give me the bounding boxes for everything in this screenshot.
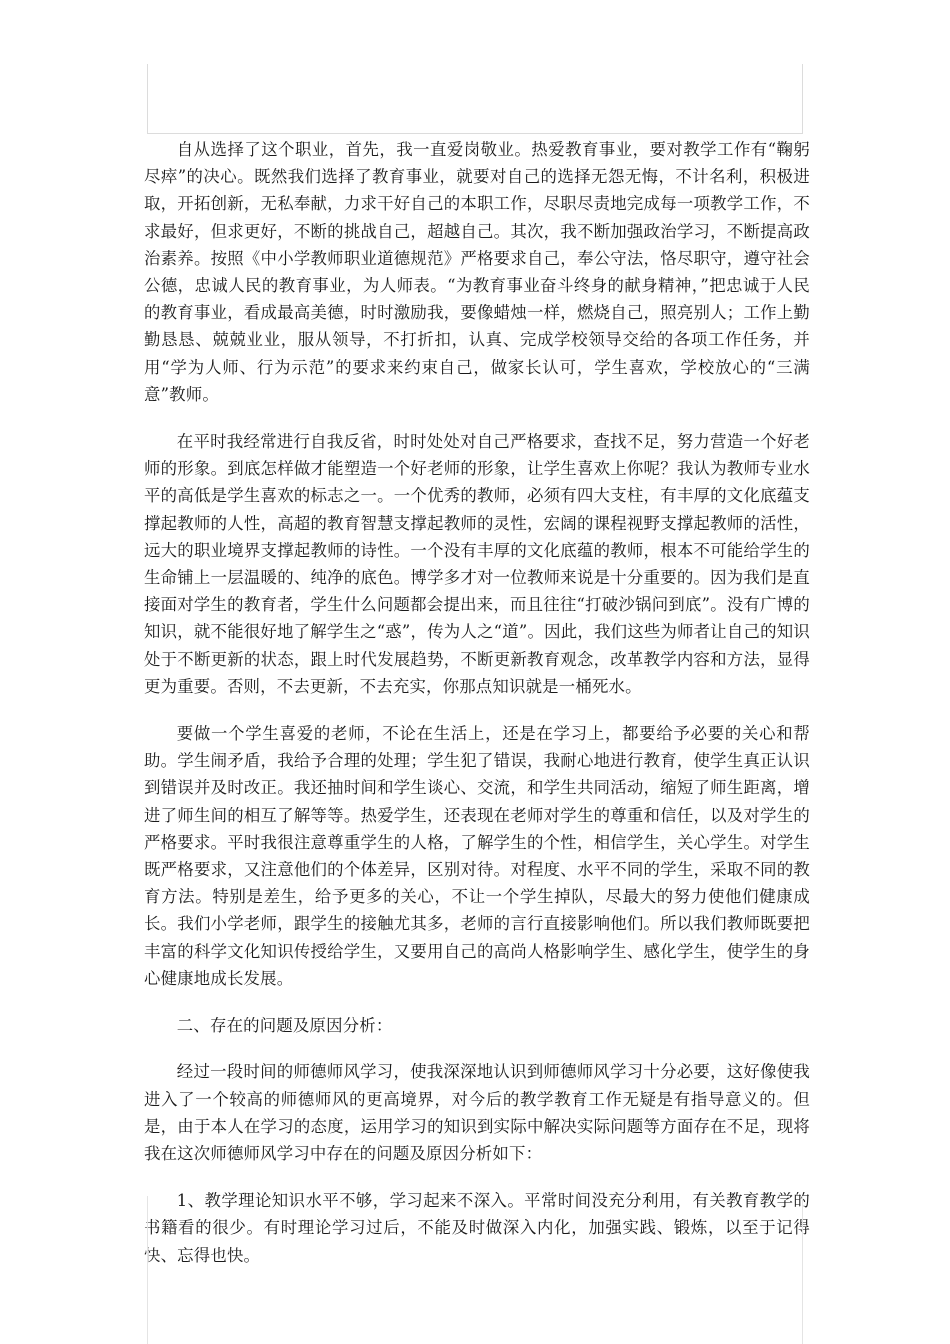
footer-frame <box>147 1196 803 1344</box>
paragraph-caring-students: 要做一个学生喜爱的老师，不论在生活上，还是在学习上，都要给予必要的关心和帮助。学生闹矛盾，我给予合理的处理；学生犯了错误，我耐心地进行教育，使学生真正认识到错误并及时改正。我还抽时间和学生谈心、交流，和学生共同活动，缩短了师生距离，增进了师生间的相互了解等等。热爱学生，还表现在老师对学生的尊重和信任，以及对学生的严格要求。平时我很注意尊重学生的人格，了解学生的个性，相信学生，关心学生。对学生既严格要求，又注意他们的个体差异，区别对待。对程度、水平不同的学生，采取不同的教育方法。特别是差生，给予更多的关心，不让一个学生掉队，尽最大的努力使他们健康成长。我们小学老师，跟学生的接触尤其多，老师的言行直接影响他们。所以我们教师既要把丰富的科学文化知识传授给学生，又要用自己的高尚人格影响学生、感化学生，使学生的身心健康地成长发展。 <box>144 724 810 988</box>
document-body <box>144 136 810 1289</box>
paragraph-dedication: 自从选择了这个职业，首先，我一直爱岗敬业。热爱教育事业，要对教学工作有“鞠躬尽瘁”的决心。既然我们选择了教育事业，就要对自己的选择无怨无悔，不计名利，积极进取，开拓创新，无私奉献，力求干好自己的本职工作，尽职尽责地完成每一项教学工作，不求最好，但求更好，不断的挑战自己，超越自己。其次，我不断加强政治学习，不断提高政治素养。按照《中小学教师职业道德规范》严格要求自己，奉公守法，恪尽职守，遵守社会公德，忠诚人民的教育事业，为人师表。“为教育事业奋斗终身的献身精神，”把忠诚于人民的教育事业，看成最高美德，时时激励我，要像蜡烛一样，燃烧自己，照亮别人；工作上勤勤恳恳、兢兢业业，服从领导，不打折扣，认真、完成学校领导交给的各项工作任务，并用“学为人师、行为示范”的要求来约束自己，做家长认可，学生喜欢，学校放心的“三满意”教师。 <box>144 140 810 404</box>
paragraph-self-reflection: 在平时我经常进行自我反省，时时处处对自己严格要求，查找不足，努力营造一个好老师的形象。到底怎样做才能塑造一个好老师的形象，让学生喜欢上你呢？我认为教师专业水平的高低是学生喜欢的标志之一。一个优秀的教师，必须有四大支柱，有丰厚的文化底蕴支撑起教师的人性，高超的教育智慧支撑起教师的灵性，宏阔的课程视野支撑起教师的活性，远大的职业境界支撑起教师的诗性。一个没有丰厚的文化底蕴的教师，根本不可能给学生的生命铺上一层温暖的、纯净的底色。博学多才对一位教师来说是十分重要的。因为我们是直接面对学生的教育者，学生什么问题都会提出来，而且往往“打破沙锅问到底”。没有广博的知识，就不能很好地了解学生之“惑”，传为人之“道”。因此，我们这些为师者让自己的知识处于不断更新的状态，跟上时代发展趋势，不断更新教育观念，改革教学内容和方法，显得更为重要。否则，不去更新，不去充实，你那点知识就是一桶死水。 <box>144 432 810 696</box>
paragraph-issue-1: 1、教学理论知识水平不够，学习起来不深入。平常时间没充分利用，有关教育教学的书籍看的很少。有时理论学习过后，不能及时做深入内化，加强实践、锻炼，以至于记得快、忘得也快。 <box>144 1191 810 1265</box>
paragraph-study-intro: 经过一段时间的师德师风学习，使我深深地认识到师德师风学习十分必要，这好像使我进入了一个较高的师德师风的更高境界，对今后的教学教育工作无疑是有指导意义的。但是，由于本人在学习的态度，运用学习的知识到实际中解决实际问题等方面存在不足，现将我在这次师德师风学习中存在的问题及原因分析如下： <box>144 1062 810 1163</box>
section-heading-problems: 二、存在的问题及原因分析： <box>176 1016 393 1036</box>
header-frame <box>147 64 803 134</box>
